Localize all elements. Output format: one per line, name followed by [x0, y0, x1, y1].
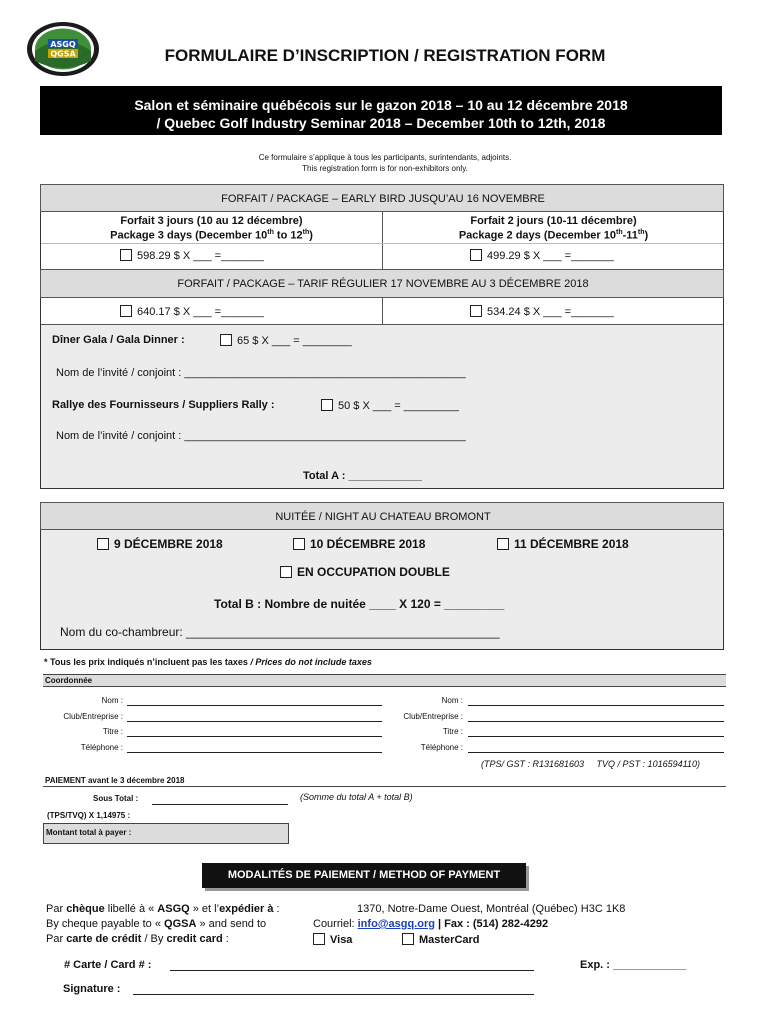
guest-name-2[interactable]: Nom de l’invité / conjoint : ______________________________________________ — [56, 430, 466, 442]
event-banner — [40, 86, 722, 135]
signature-field[interactable] — [133, 994, 534, 995]
left-titre-label: Titre : — [102, 727, 123, 736]
contact-line: Courriel: info@asgq.org | Fax : (514) 282-4292 — [313, 918, 549, 930]
night-header-text: NUITÉE / NIGHT AU CHATEAU BROMONT — [275, 511, 491, 523]
email-link[interactable]: info@asgq.org — [357, 918, 435, 930]
tax-multiplier: (TPS/TVQ) X 1,14975 : — [47, 811, 131, 820]
method-header-text: MODALITÉS DE PAIEMENT / METHOD OF PAYMENT — [227, 869, 501, 881]
gala-checkbox[interactable] — [220, 334, 232, 346]
payment-header: PAIEMENT avant le 3 décembre 2018 — [45, 776, 185, 785]
night-dec9-label: 9 DÉCEMBRE 2018 — [114, 537, 223, 551]
early-left-divider — [41, 243, 723, 244]
left-tel-field[interactable] — [127, 752, 382, 753]
guest-name-1[interactable]: Nom de l’invité / conjoint : ______________________________________________ — [56, 367, 466, 379]
rally-label: Rallye des Fournisseurs / Suppliers Rally : — [52, 399, 275, 411]
payment-header-rule — [43, 786, 726, 787]
cheque-line-en: By cheque payable to « QGSA » and send to — [46, 918, 267, 930]
regular-header-text: FORFAIT / PACKAGE – TARIF RÉGULIER 17 NOVEMBRE AU 3 DÉCEMBRE 2018 — [177, 278, 589, 290]
mastercard-option[interactable] — [402, 933, 480, 946]
double-occupancy-label: EN OCCUPATION DOUBLE — [297, 565, 450, 579]
right-tel-label: Téléphone : — [420, 743, 463, 752]
visa-option[interactable] — [313, 933, 352, 946]
taxes-note — [44, 657, 372, 667]
rally-option[interactable] — [321, 399, 459, 412]
early-3day-price: 598.29 $ X ___ =_______ — [137, 250, 264, 262]
svg-text:ASGQ: ASGQ — [50, 40, 76, 49]
page-title: FORMULAIRE D’INSCRIPTION / REGISTRATION FORM — [164, 46, 606, 65]
banner-line-1: Salon et séminaire québécois sur le gazon 2018 – 10 au 12 décembre 2018 — [134, 97, 628, 113]
gala-price: 65 $ X ___ = ________ — [237, 335, 352, 347]
total-to-pay-label: Montant total à payer : — [46, 828, 132, 837]
expiry-field[interactable]: Exp. : ____________ — [580, 959, 687, 971]
regular-2day-checkbox[interactable] — [470, 305, 482, 317]
early-bird-header — [40, 184, 724, 212]
credit-card-line: Par carte de crédit / By credit card : — [46, 933, 229, 945]
regular-divider — [382, 298, 383, 324]
double-occupancy-option[interactable] — [280, 565, 450, 579]
left-nom-field[interactable] — [127, 705, 382, 706]
right-tel-field[interactable] — [468, 752, 724, 753]
mailing-address: 1370, Notre-Dame Ouest, Montréal (Québec) H3C 1K8 — [357, 903, 626, 915]
night-header — [40, 502, 724, 530]
coords-header — [43, 674, 726, 687]
rally-price: 50 $ X ___ = _________ — [338, 400, 459, 412]
night-dec9-option[interactable] — [97, 537, 223, 551]
sous-total-label: Sous Total : — [93, 794, 139, 803]
left-club-label: Club/Entreprise : — [63, 712, 123, 721]
early-3day-checkbox[interactable] — [120, 249, 132, 261]
coords-header-text: Coordonnée — [45, 676, 93, 685]
left-tel-label: Téléphone : — [80, 743, 123, 752]
left-titre-field[interactable] — [127, 736, 382, 737]
early-2day-price: 499.29 $ X ___ =_______ — [487, 250, 614, 262]
right-club-field[interactable] — [468, 721, 724, 722]
taxes-note-fr: * Tous les prix indiqués n’incluent pas les taxes — [44, 657, 248, 667]
night-dec10-checkbox[interactable] — [293, 538, 305, 550]
visa-checkbox[interactable] — [313, 933, 325, 945]
right-club-label: Club/Entreprise : — [403, 712, 463, 721]
early-bird-header-text: FORFAIT / PACKAGE – EARLY BIRD JUSQU’AU 16 NOVEMBRE — [221, 193, 545, 205]
tax-ids: (TPS/ GST : R131681603 TVQ / PST : 1016594110) — [481, 759, 700, 769]
gala-option[interactable] — [220, 334, 352, 347]
right-titre-field[interactable] — [468, 736, 724, 737]
early-2day-checkbox[interactable] — [470, 249, 482, 261]
double-occupancy-checkbox[interactable] — [280, 566, 292, 578]
night-dec10-option[interactable] — [293, 537, 425, 551]
sum-note: (Somme du total A + total B) — [300, 792, 413, 802]
svg-text:QGSA: QGSA — [50, 49, 76, 59]
mastercard-label: MasterCard — [419, 934, 480, 946]
right-titre-label: Titre : — [442, 727, 463, 736]
mastercard-checkbox[interactable] — [402, 933, 414, 945]
visa-label: Visa — [330, 934, 353, 946]
note-fr: Ce formulaire s’applique à tous les participants, surintendants, adjoints. — [258, 153, 512, 162]
early-2day-option[interactable] — [470, 249, 614, 262]
night-dec11-checkbox[interactable] — [497, 538, 509, 550]
night-dec11-label: 11 DÉCEMBRE 2018 — [514, 537, 629, 551]
card-number-label: # Carte / Card # : — [64, 959, 152, 971]
total-to-pay[interactable] — [43, 823, 289, 844]
night-dec10-label: 10 DÉCEMBRE 2018 — [310, 537, 426, 551]
regular-3day-checkbox[interactable] — [120, 305, 132, 317]
method-header — [202, 863, 526, 888]
taxes-note-en: / Prices do not include taxes — [247, 657, 372, 667]
regular-3day-option[interactable] — [120, 305, 264, 318]
package-2-days-fr: Forfait 2 jours (10-11 décembre) — [470, 215, 637, 227]
sous-total-field[interactable] — [152, 804, 288, 805]
banner-line-2: / Quebec Golf Industry Seminar 2018 – December 10th to 12th, 2018 — [156, 115, 606, 131]
roommate-name[interactable]: Nom du co-chambreur: _______________________________________________ — [60, 625, 500, 639]
regular-header — [40, 269, 724, 298]
cheque-line-fr: Par chèque libellé à « ASGQ » et l’expédier à : — [46, 903, 280, 915]
total-b[interactable]: Total B : Nombre de nuitée ____ X 120 = _________ — [214, 597, 505, 611]
note-en: This registration form is for non-exhibitors only. — [302, 164, 468, 173]
early-3day-option[interactable] — [120, 249, 264, 262]
right-nom-field[interactable] — [468, 705, 724, 706]
night-dec9-checkbox[interactable] — [97, 538, 109, 550]
left-nom-label: Nom : — [101, 696, 123, 705]
card-number-field[interactable] — [170, 970, 534, 971]
regular-2day-price: 534.24 $ X ___ =_______ — [487, 306, 614, 318]
night-dec11-option[interactable] — [497, 537, 629, 551]
rally-checkbox[interactable] — [321, 399, 333, 411]
regular-2day-option[interactable] — [470, 305, 614, 318]
asgq-logo — [26, 21, 100, 77]
package-3-days-fr: Forfait 3 jours (10 au 12 décembre) — [120, 215, 303, 227]
gala-label: Dîner Gala / Gala Dinner : — [52, 334, 185, 346]
signature-label: Signature : — [63, 983, 121, 995]
logo-emblem-icon — [26, 21, 100, 77]
package-3-days-en: Package 3 days (December 10th to 12th) — [110, 229, 313, 242]
regular-3day-price: 640.17 $ X ___ =_______ — [137, 306, 264, 318]
left-club-field[interactable] — [127, 721, 382, 722]
right-nom-label: Nom : — [441, 696, 463, 705]
package-2-days-en: Package 2 days (December 10th-11th) — [458, 229, 649, 242]
total-a[interactable]: Total A : ____________ — [303, 470, 422, 482]
